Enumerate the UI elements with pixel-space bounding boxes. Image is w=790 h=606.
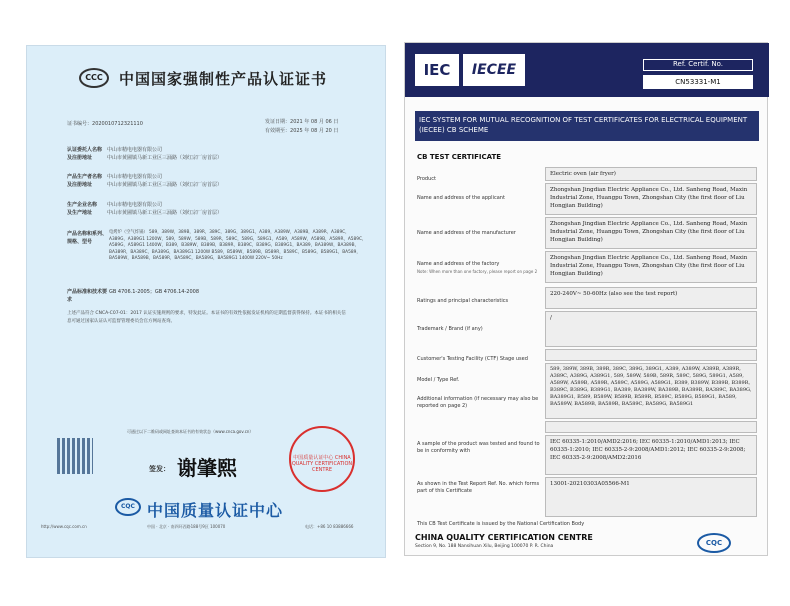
- field-label: Name and address of the factory Note: When more than one factory, please report on page 2: [417, 261, 538, 274]
- field-label: As shown in the Test Report Ref. No. which forms part of this Certificate: [417, 481, 540, 494]
- footer-tel: 电话：+86 10 83886666: [305, 524, 354, 529]
- field-label: Ratings and principal characteristics: [417, 298, 509, 304]
- field-value: Zhongshan Jingdian Electric Appliance Co., Ltd. Sanheng Road, Maxin Industrial Zone, Huangpu Town, Zhongshan City (the first floor of Liu Hongjian Building): [545, 251, 757, 283]
- cqc-logo-icon: CQC: [697, 533, 731, 553]
- field-label: Name and address of the manufacturer: [417, 230, 516, 236]
- signature-label: 签发：: [149, 465, 170, 473]
- red-stamp: 中国质量认证中心 CHINA QUALITY CERTIFICATION CENTRE: [289, 426, 355, 492]
- field-value: IEC 60335-1:2010/AMD2:2016; IEC 60335-1:2010/AMD1:2013; IEC 60335-1:2010; IEC 60335-2-9:2008/AMD1:2012; IEC 60335-2-9:2008; IEC 60335-2-9:2008/AMD2:2016: [545, 435, 757, 475]
- info-row: 及生产地址 中山市黄圃镇马新工业区三涌路（刘红宗厂房首层）: [67, 210, 223, 216]
- footer-address: 中国 · 北京 · 南四环西路188号9区 100070: [147, 524, 226, 529]
- field-label: Name and address of the applicant: [417, 195, 505, 201]
- info-row: 认证委托人名称 中山市精电电器有限公司: [67, 147, 163, 153]
- field-label: Trademark / Brand (if any): [417, 326, 483, 332]
- info-row: 及注册地址 中山市黄圃镇马新工业区三涌路（刘红宗厂房首层）: [67, 182, 223, 188]
- info-row: 生产企业名称 中山市精电电器有限公司: [67, 202, 163, 208]
- qr-code: [57, 438, 93, 474]
- cqc-logo-icon: CQC: [115, 498, 141, 516]
- body-address: Section 9, No. 188 Nansihuan Xilu, Beijing 100070 P. R. China: [415, 544, 554, 549]
- org-name: 中国质量认证中心: [147, 501, 284, 520]
- standard-text: GB 4706.1-2005；GB 4706.14-2008: [109, 289, 200, 295]
- scheme-banner: IEC SYSTEM FOR MUTUAL RECOGNITION OF TEST CERTIFICATES FOR ELECTRICAL EQUIPMENT (IECEE) CB SCHEME: [415, 111, 759, 141]
- field-value: Electric oven (air fryer): [545, 167, 757, 181]
- info-row: 及注册地址 中山市黄圃镇马新工业区三涌路（刘红宗厂房首层）: [67, 155, 223, 161]
- ref-label: Ref. Certif. No.: [643, 59, 753, 71]
- field-value: [545, 421, 757, 433]
- issued-text: This CB Test Certificate is issued by the National Certification Body: [417, 521, 585, 527]
- iecee-logo-icon: IECEE: [463, 54, 525, 86]
- info-row: 产品生产者名称 中山市精电电器有限公司: [67, 174, 163, 180]
- issue-date: 发证日期：2021 年 08 月 06 日: [265, 119, 339, 125]
- field-label: Additional information (if necessary may also be reported on page 2): [417, 396, 539, 409]
- cert-no: 证书编号：2020010712321110: [67, 121, 143, 127]
- verify-text: 可通过以下二维码或网址查询本证书的有效状态（www.cnca.gov.cn）: [127, 429, 254, 434]
- field-value: Zhongshan Jingdian Electric Appliance Co., Ltd. Sanheng Road, Maxin Industrial Zone, Huangpu Town, Zhongshan City (the first floor of Liu Hongjian Building): [545, 217, 757, 249]
- footer-web: http://www.cqc.com.cn: [41, 524, 87, 529]
- ref-number: CN53331-M1: [643, 75, 753, 89]
- cb-subtitle: CB TEST CERTIFICATE: [417, 153, 502, 161]
- ccc-logo-icon: CCC: [79, 68, 109, 88]
- field-label: Customer's Testing Facility (CTF) Stage used: [417, 356, 528, 362]
- product-label: 产品名称和系列、规格、型号: [67, 231, 108, 245]
- cert-paragraph: 上述产品符合 CNCA-C07-01：2017 认证实施规则的要求，特发此证。本证书的有效性依据发证机构的定期监督获得保持。本证书的相关信息可通过国家认证认可监督管理委员会官方网站查询。: [67, 311, 346, 324]
- signature: 谢肇熙: [177, 456, 237, 480]
- iec-logo-icon: IEC: [415, 54, 459, 86]
- cb-certificate: [404, 42, 768, 556]
- valid-date: 有效期至：2025 年 08 月 20 日: [265, 128, 339, 134]
- field-value: /: [545, 311, 757, 347]
- field-value: 13001-20210303A05566-M1: [545, 477, 757, 517]
- ccc-title: 中国国家强制性产品认证证书: [119, 70, 328, 88]
- field-label: Product: [417, 176, 436, 182]
- field-label: A sample of the product was tested and found to be in conformity with: [417, 441, 540, 454]
- field-value: 589, 389W, 389B, 389R, 389C, 389G, 389G1, A389, A389W, A389B, A389R, A389C, A389G, A389G1, 589, 589W, 589B, 589R, 589C, 589G, 589G1, A589, A589W, A589B, A589R, A589C, A589G, A589G1, B389, B389W, B389B, B389R, B389C, B389G, B389G1, BA389, BA389W, BA389B, BA389R, BA389C, BA389G, BA389G1, B589, B589W, B589B, B589R, B589C, B589G, B589G1, BA589, BA589W, BA589B, BA589R, BA589C, BA589G, BA589G1: [545, 363, 757, 419]
- field-value: [545, 349, 757, 361]
- ccc-certificate: [26, 45, 386, 558]
- field-value: 220-240V~ 50-60Hz (also see the test report): [545, 287, 757, 309]
- product-text: 电烤炉（空气炸锅） 589，389W，389B，389R，389C，389G，389G1，A389，A389W，A389B，A389R，A389C，A389G，A389G1 1200W，589，589W，589B，589R，589C，589G，589G1，A589，A589W，A589B，A589R，A589C，A589G，A589G1 1400W，B389，B389W，B389B，B389R，B389C，B389G，B389G1，BA389，BA389W，BA389B，BA389R，BA389C，BA389G，BA389G1 1200W B589，B589W，B589B，B589R，B589C，B589G，B589G1，BA589，BA589W，BA589B，BA589R，BA589C，BA589G，BA589G1 1400W 220V~ 50Hz: [109, 230, 367, 261]
- field-label: Model / Type Ref.: [417, 377, 460, 383]
- field-value: Zhongshan Jingdian Electric Appliance Co., Ltd. Sanheng Road, Maxin Industrial Zone, Huangpu Town, Zhongshan City (the first floor of Liu Hongjian Building): [545, 183, 757, 215]
- standard-label: 产品标准和技术要求: [67, 289, 108, 303]
- body-name: CHINA QUALITY CERTIFICATION CENTRE: [415, 533, 593, 542]
